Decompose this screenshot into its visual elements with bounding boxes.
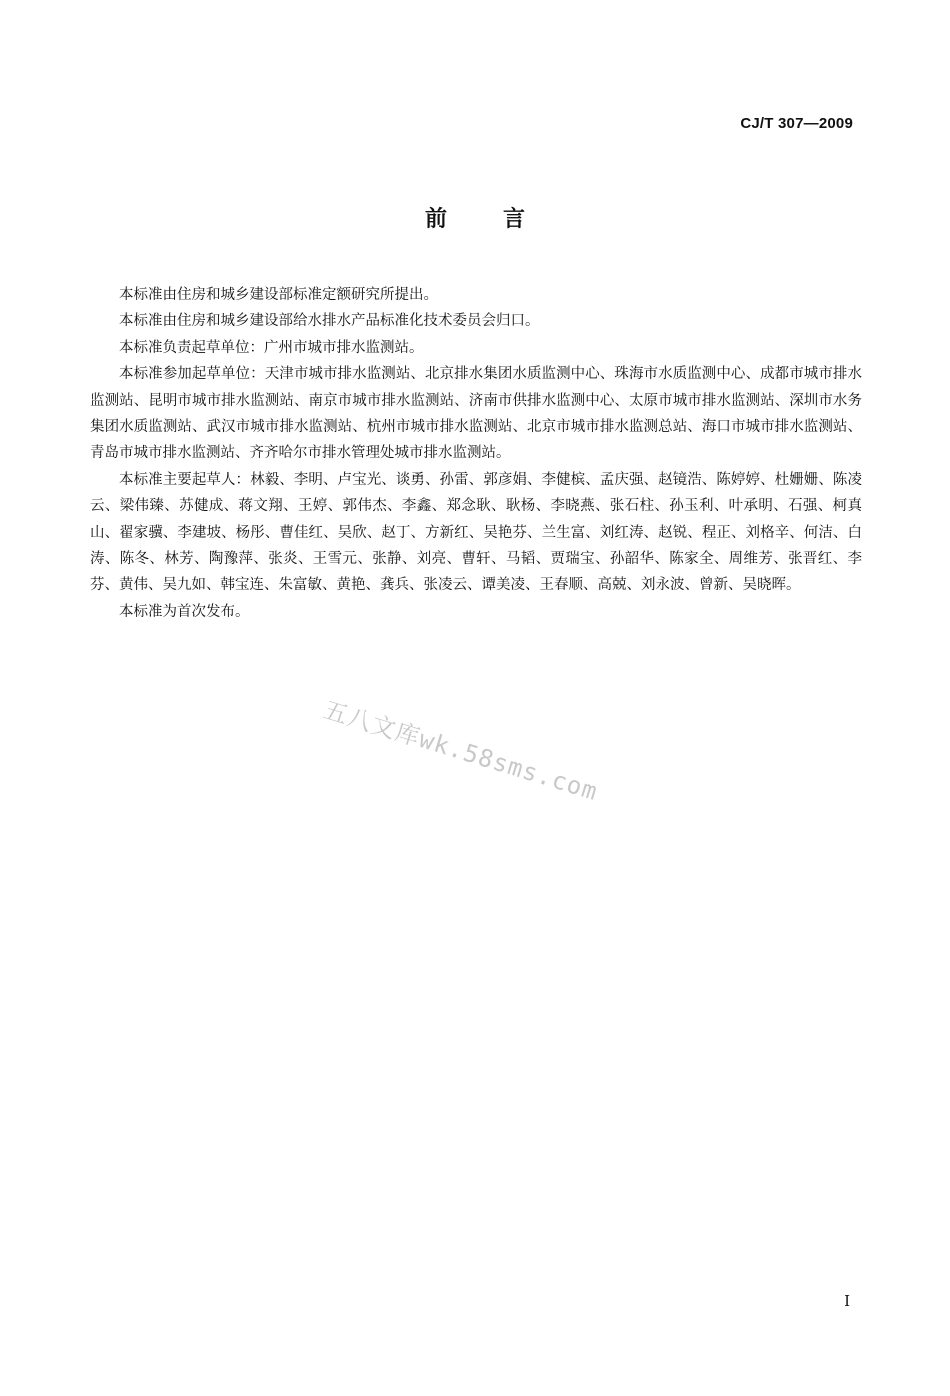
paragraph-main-drafters: 本标准主要起草人：林毅、李明、卢宝光、谈勇、孙雷、郭彦娟、李健槟、孟庆强、赵镜浩、陈婷婷、杜姗姗、陈凌云、梁伟臻、苏健成、蒋文翔、王婷、郭伟杰、李鑫、郑念耿、耿杨、李晓燕、张石柱、孙玉利、叶承明、石强、柯真山、翟家骥、李建坡、杨彤、曹佳红、吴欣、赵丁、方新红、吴艳芬、兰生富、刘红涛、赵锐、程正、刘格辛、何洁、白涛、陈冬、林芳、陶豫萍、张炎、王雪元、张静、刘亮、曹轩、马韬、贾瑞宝、孙韶华、陈家全、周维芳、张晋红、李芬、黄伟、吴九如、韩宝连、朱富敏、黄艳、龚兵、张凌云、谭美凌、王春顺、高兢、刘永波、曾新、吴晓晖。 xyxy=(90,471,862,594)
standard-code: CJ/T 307—2009 xyxy=(740,115,853,132)
watermark: 五八文库wk.58sms.com xyxy=(320,695,602,806)
paragraph-proposer: 本标准由住房和城乡建设部标准定额研究所提出。 xyxy=(119,287,438,303)
paragraph-drafting-unit: 本标准负责起草单位：广州市城市排水监测站。 xyxy=(119,339,424,356)
page-number: I xyxy=(844,1292,850,1310)
document-body xyxy=(90,282,862,625)
page-title: 前言 xyxy=(424,207,581,232)
paragraph-first-release: 本标准为首次发布。 xyxy=(119,603,250,620)
paragraph-participating-units: 本标准参加起草单位：天津市城市排水监测站、北京排水集团水质监测中心、珠海市水质监测中心、成都市城市排水监测站、昆明市城市排水监测站、南京市城市排水监测站、济南市供排水监测中心、太原市城市排水监测站、深圳市水务集团水质监测站、武汉市城市排水监测站、杭州市城市排水监测站、北京市城市排水监测总站、海口市城市排水监测站、青岛市城市排水监测站、齐齐哈尔市排水管理处城市排水监测站。 xyxy=(90,366,862,462)
paragraph-centralized-by: 本标准由住房和城乡建设部给水排水产品标准化技术委员会归口。 xyxy=(119,313,540,330)
